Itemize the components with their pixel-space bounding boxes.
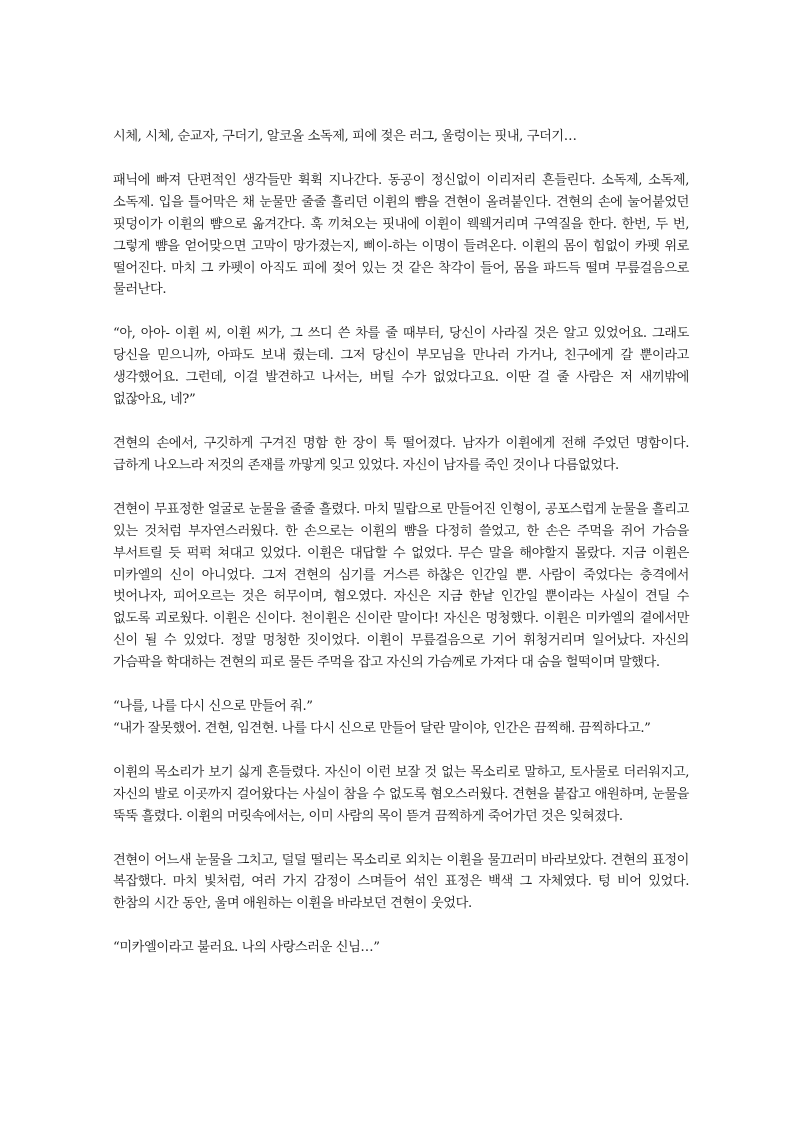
dialogue-line-2: “내가 잘못했어. 견현, 임견현. 나를 다시 신으로 만들어 달란 말이야, 인간은 끔찍해. 끔찍하다고.” [113,720,651,736]
paragraph-2: 패닉에 빠져 단편적인 생각들만 휙휙 지나간다. 동공이 정신없이 이리저리 흔들린다. 소독제, 소독제, 소독제. 입을 틀어막은 채 눈물만 줄줄 흘리던 이휜의 뺨을 견현이 올려붙인다. 견현의 손에 눌어붙었던 핏덩이가 이휜의 뺨으로 옮겨간다. 훅 끼쳐오는 핏내에 이휜이 웩웩거리며 구역질을 한다. 한번, 두 번, 그렇게 뺨을 얻어맞으면 고막이 망가졌는지, 삐이-하는 이명이 들려온다. 이휜의 몸이 힘없이 카펫 위로 떨어진다. 마치 그 카펫이 아직도 피에 젖어 있는 것 같은 착각이 들어, 몸을 파드득 떨며 무릎걸음으로 물러난다. [113,172,689,298]
dialogue-group [113,696,689,740]
paragraph-7: 견현이 어느새 눈물을 그치고, 덜덜 떨리는 목소리로 외치는 이휜을 물끄러미 바라보았다. 견현의 표정이 복잡했다. 마치 빛처럼, 여러 가지 감정이 스며들어 섞인 표정은 백색 그 자체였다. 텅 비어 있었다. 한참의 시간 동안, 울며 애원하는 이휜을 바라보던 견현이 웃었다. [113,852,689,912]
paragraph-8: “미카엘이라고 불러요. 나의 사랑스러운 신님…” [113,940,380,956]
paragraph-4: 견현의 손에서, 구깃하게 구겨진 명함 한 장이 툭 떨어졌다. 남자가 이휜에게 전해 주었던 명함이다. 급하게 나오느라 저것의 존재를 까맣게 잊고 있었다. 자신이 남자를 죽인 것이나 다름없었다. [113,435,689,473]
document-page [113,126,689,959]
paragraph-1: 시체, 시체, 순교자, 구더기, 알코올 소독제, 피에 젖은 러그, 울렁이는 핏내, 구더기… [113,129,577,144]
paragraph-5: 견현이 무표정한 얼굴로 눈물을 줄줄 흘렸다. 마치 밀랍으로 만들어진 인형이, 공포스럽게 눈물을 흘리고 있는 것처럼 부자연스러웠다. 한 손으로는 이휜의 뺨을 다정히 쓸었고, 한 손은 주먹을 쥐어 가슴을 부서트릴 듯 퍽퍽 쳐대고 있었다. 이휜은 대답할 수 없었다. 무슨 말을 해야할지 몰랐다. 지금 이휜은 미카엘의 신이 아니었다. 그저 견현의 심기를 거스른 하찮은 인간일 뿐. 사람이 죽었다는 충격에서 벗어나자, 피어오르는 것은 허무이며, 혐오였다. 자신은 지금 한낱 인간일 뿐이라는 사실이 견딜 수 없도록 괴로웠다. 이휜은 신이다. 천이휜은 신이란 말이다! 자신은 멍청했다. 이휜은 미카엘의 곁에서만 신이 될 수 있었다. 정말 멍청한 짓이었다. 이휜이 무릎걸음으로 기어 휘청거리며 일어났다. 자신의 가슴팍을 학대하는 견현의 피로 물든 주먹을 잡고 자신의 가슴께로 가져다 대 숨을 헐떡이며 말했다. [113,501,689,671]
paragraph-6: 이휜의 목소리가 보기 싫게 흔들렸다. 자신이 이런 보잘 것 없는 목소리로 말하고, 토사물로 더러워지고, 자신의 발로 이곳까지 걸어왔다는 사실이 참을 수 없도록 혐오스러웠다. 견현을 붙잡고 애원하며, 눈물을 뚝뚝 흘렸다. 이휜의 머릿속에서는, 이미 사람의 목이 뜯겨 끔찍하게 죽어가던 것은 잊혀졌다. [113,764,689,824]
dialogue-line-1: “나를, 나를 다시 신으로 만들어 줘.” [113,699,313,715]
paragraph-3: “아, 아아- 이휜 씨, 이휜 씨가, 그 쓰디 쓴 차를 줄 때부터, 당신이 사라질 것은 알고 있었어요. 그래도 당신을 믿으니까, 아파도 보내 줬는데. 그저 당신이 부모님을 만나러 가거나, 친구에게 갈 뿐이라고 생각했어요. 그런데, 이걸 발견하고 나서는, 버틸 수가 없었다고요. 이딴 걸 줄 사람은 저 새끼밖에 없잖아요, 네?” [113,326,689,408]
